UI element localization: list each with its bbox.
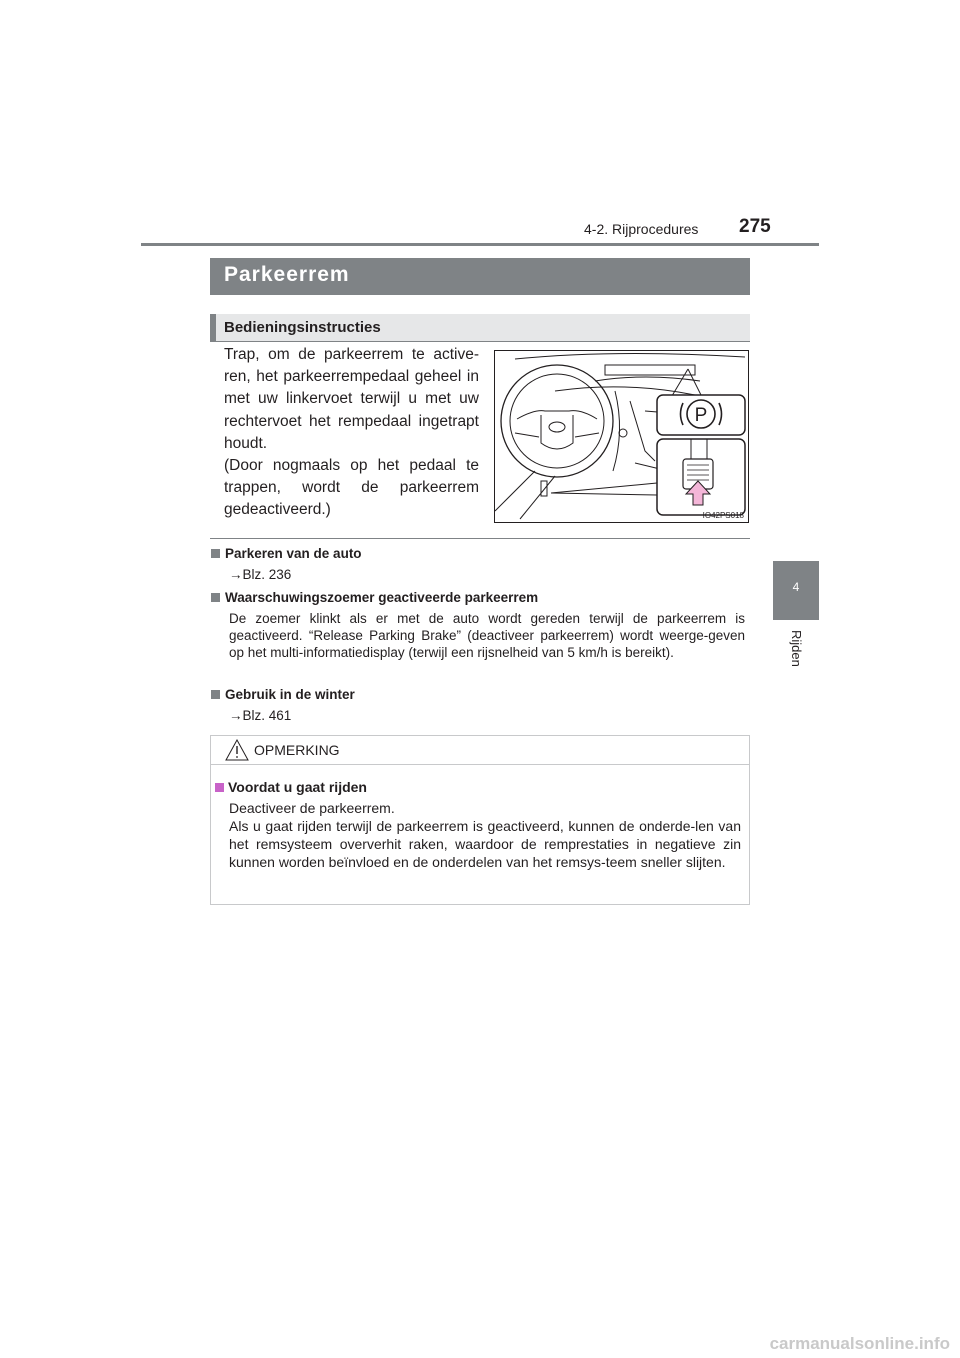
- section-title-bar: [210, 258, 750, 295]
- note-title: [211, 546, 362, 561]
- chapter-number: 4: [792, 580, 800, 594]
- note-title-text: Gebruik in de winter: [225, 687, 355, 702]
- illustration-code: IO42PS018: [702, 511, 744, 520]
- page-reference-link[interactable]: →Blz. 461: [229, 708, 292, 723]
- page-number: 275: [739, 216, 771, 237]
- notice-line: Deactiveer de parkeerrem.: [229, 800, 395, 816]
- note-title-text: Parkeren van de auto: [225, 546, 362, 561]
- notice-title-text: Voordat u gaat rijden: [228, 779, 367, 795]
- note-body: [229, 611, 745, 661]
- note-body-text: De zoemer klinkt als er met de auto wordt gereden terwijl de parkeerrem is geactiveerd. “Release Parking Brake” (deactiveer parkeerrem) wordt weerge-geven op het multi-informatiedisplay (terwijl een rijsnelheid van 5 km/h is bereikt).: [229, 611, 745, 660]
- subsection-title: Bedieningsinstructies: [224, 319, 381, 336]
- subsection-bar: [210, 314, 750, 341]
- note-title-text: Waarschuwingszoemer geactiveerde parkeerrem: [225, 590, 539, 605]
- intro-paragraph: (Door nogmaals op het pedaal te trappen, wordt de parkeerrem gedeactiveerd.): [224, 457, 479, 519]
- square-bullet-icon: [211, 593, 220, 602]
- parking-brake-illustration: [494, 350, 749, 523]
- dashboard-drawing: [495, 351, 748, 522]
- note-body[interactable]: [229, 567, 745, 584]
- header-rule: [141, 243, 819, 246]
- subsection-rule: [210, 341, 750, 342]
- notice-header-rule: [211, 764, 749, 765]
- chapter-label: [774, 630, 820, 680]
- note-title: [211, 590, 538, 605]
- chapter-tab[interactable]: [773, 561, 819, 620]
- notice-line: Als u gaat rijden terwijl de parkeerrem is geactiveerd, kunnen de onderde-len van het remsysteem oververhit raken, waardoor de remprestaties in negatieve zin kunnen worden beïnvloed en de onderdelen van het remsys-teem sneller slijten.: [229, 818, 741, 870]
- notice-body: [229, 799, 741, 871]
- section-breadcrumb: 4-2. Rijprocedures: [584, 221, 699, 237]
- chapter-label-text: Rijden: [789, 630, 804, 667]
- subsection-accent: [210, 314, 216, 341]
- section-title: Parkeerrem: [224, 263, 350, 286]
- square-bullet-icon: [215, 783, 224, 792]
- note-title: [211, 687, 355, 702]
- notice-label: OPMERKING: [254, 742, 340, 758]
- warning-triangle-icon: [225, 739, 249, 766]
- square-bullet-icon: [211, 549, 220, 558]
- section-divider: [210, 538, 750, 539]
- page-reference-link[interactable]: →Blz. 236: [229, 567, 292, 582]
- intro-text: [224, 344, 479, 522]
- watermark: carmanualsonline.info: [769, 1334, 950, 1353]
- parking-symbol: P: [694, 405, 708, 426]
- intro-paragraph: Trap, om de parkeerrem te active-ren, het parkeerrempedaal geheel in met uw linkervoet terwijl u met uw rechtervoet het rempedaal ingetrapt houdt.: [224, 346, 479, 452]
- notice-title: [215, 779, 367, 795]
- note-body[interactable]: [229, 708, 745, 725]
- square-bullet-icon: [211, 690, 220, 699]
